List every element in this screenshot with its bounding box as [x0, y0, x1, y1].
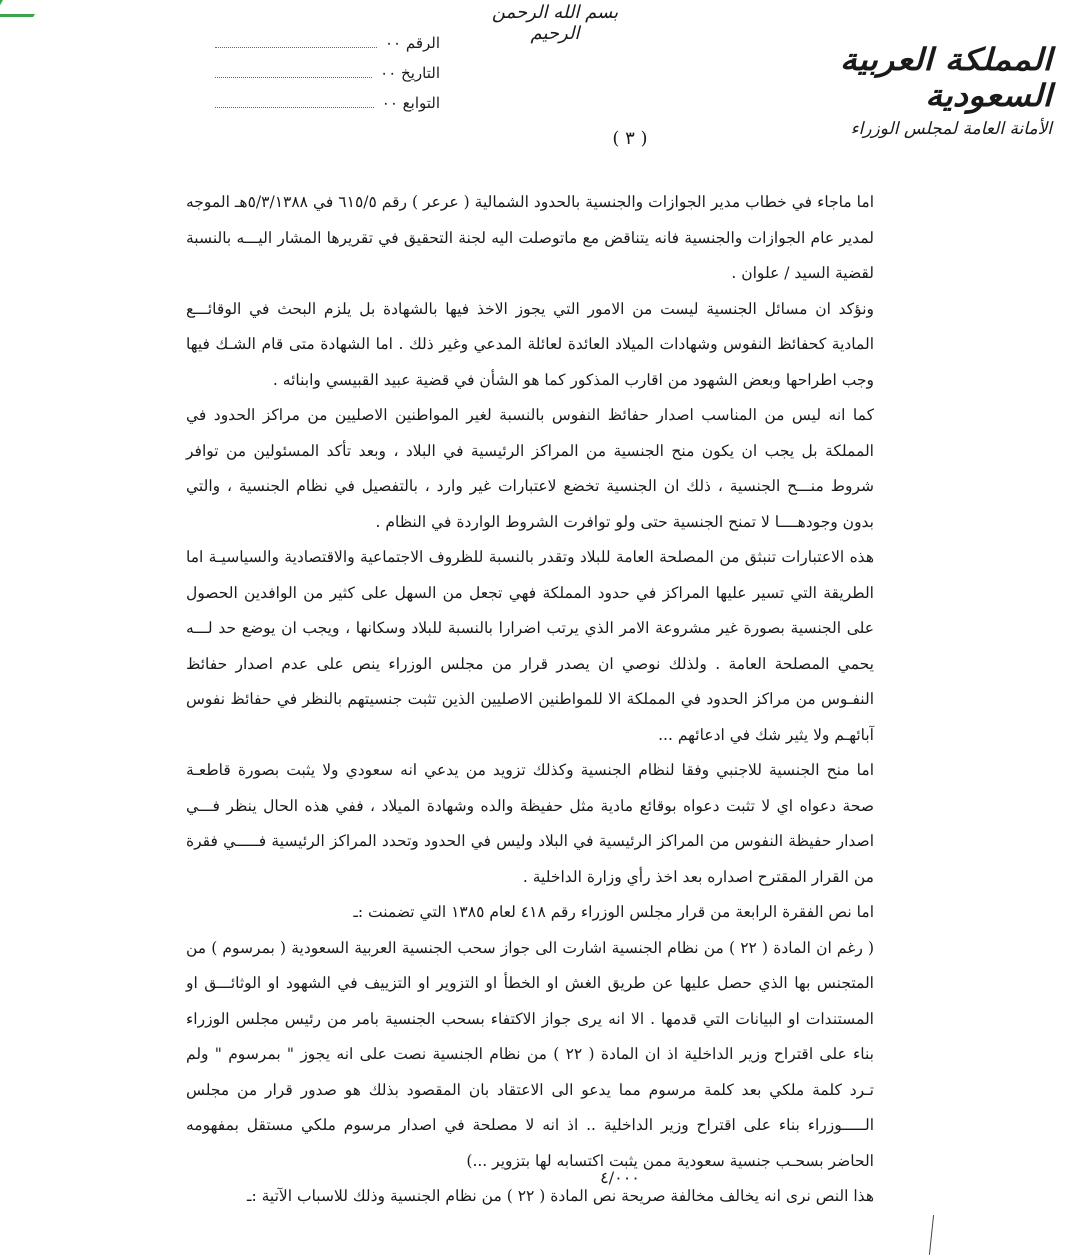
paragraph-8: هذا النص نرى انه يخالف مخالفة صريحة نص المادة ( ٢٢ ) من نظام الجنسية وذلك للاسباب الآتية :ـ [246, 1187, 874, 1205]
kingdom-title: المملكة العربية السعودية [839, 42, 1052, 114]
paragraph-7: ( رغم ان المادة ( ٢٢ ) من نظام الجنسية اشارت الى جواز سحب الجنسية العربية السعودية ( بمرسوم ) من المتجنس بها الذي حصل عليها عن طريق الغش او الخطأ او التزوير او التزييف في الشهود او الوثائـــق او المستندات او البيانات التي قدمها . الا انه يرى جواز الاكتفاء بسحب الجنسية بامر من رئيس مجلس الوزراء بناء على اقتراح وزير الداخلية اذ ان المادة ( ٢٢ ) من نظام الجنسية نصت على انه يجوز " بمرسوم " ولم تـرد كلمة ملكي بعد كلمة مرسوم مما يدعو الى الاعتقاد بان المقصود بذلك هو صدور قرار من مجلس الـــــوزراء بناء على اقتراح وزير الداخلية .. اذ انه لا مصلحة في اصدار مرسوم ملكي مستقل بمفهومه الحاضر بسحـب جنسية سعودية ممن يثبت اكتسابه لها بتزوير ...) [186, 938, 875, 1170]
secretariat-title: الأمانة العامة لمجلس الوزراء [850, 119, 1052, 139]
continuation-number: ٤/٠٠٠ [600, 1168, 640, 1187]
paragraph-5: اما منح الجنسية للاجنبي وفقا لنظام الجنسية وكذلك تزويد من يدعي انه سعودي ولا يثبت بصورة قاطعـة صحة دعواه اي لا تثبت دعواه بوقائع مادية مثل حفيظة والده وشهادة الميلاد ، ففي هذه الحال ينظر فـــي اصدار حفيظة النفوس من المراكز الرئيسية في البلاد وليس في الحدود وتحدد المراكز الرئيسية فـــــي فقرة من القرار المقترح اصداره بعد اخذ رأي وزارة الداخلية . [186, 761, 874, 886]
paragraph-3: كما انه ليس من المناسب اصدار حفائظ النفوس بالنسبة لغير المواطنين الاصليين من مراكز الحدود في المملكة بل يجب ان يكون منح الجنسية من المراكز الرئيسية في البلاد ، وبعد تأكد المسئولين من توافر شروط منـــح الجنسية ، ذلك ان الجنسية تخضع لاعتبارات غير وارد ، بالتفصيل في نظام الجنسية ، والتي بدون وجودهــــا لا تمنح الجنسية حتى ولو توافرت الشروط الواردة في النظام . [186, 406, 874, 531]
ref-date-row [215, 64, 440, 94]
margin-stroke [929, 1215, 936, 1255]
ref-date-line [215, 65, 372, 78]
ref-number-row [215, 34, 440, 64]
green-corner-mark [0, 0, 43, 17]
reference-fields [215, 34, 440, 124]
ref-attachments-label: التوابع ٠٠ [381, 94, 440, 112]
page-number: ( ٣ ) [612, 128, 648, 149]
paragraph-1: اما ماجاء في خطاب مدير الجوازات والجنسية بالحدود الشمالية ( عرعر ) رقم ٦١٥/٥ في ٥/٣/١٣٨٨هـ الموجه لمدير عام الجوازات والجنسية فانه يتناقض مع ماتوصلت اليه لجنة التحقيق في تقريرها المشار اليـــه بالنسبة لقضية السيد / علوان . [186, 193, 874, 282]
ref-attachments-row [215, 94, 440, 124]
paragraph-4: هذه الاعتبارات تنبثق من المصلحة العامة للبلاد وتقدر بالنسبة للظروف الاجتماعية والاقتصادية والسياسيـة اما الطريقة التي تسير عليها المراكز في حدود المملكة فهي تجعل من السهل على كثير من الوافدين الحصول على الجنسية بصورة غير مشروعة الامر الذي يرتب اضرارا بالنسبة للبلاد وسكانها ، ويجب ان يوضع حد لـــه يحمي المصلحة العامة . ولذلك نوصي ان يصدر قرار من مجلس الوزراء ينص على عدم اصدار حفائظ النفـوس من مراكز الحدود في المملكة الا للمواطنين الاصليين الذين تثبت جنسيتهم بالنظر في حفائظ نفوس آبائهـم ولا يثير شك في ادعائهم ... [186, 548, 874, 744]
paragraph-6: اما نص الفقرة الرابعة من قرار مجلس الوزراء رقم ٤١٨ لعام ١٣٨٥ التي تضمنت :ـ [353, 903, 874, 921]
ref-attachments-line [215, 95, 374, 108]
paragraph-2: ونؤكد ان مسائل الجنسية ليست من الامور التي يجوز الاخذ فيها بالشهادة بل يلزم البحث في الوقائـــع المادية كحفائظ النفوس وشهادات الميلاد العائدة لعائلة المدعي وغير ذلك . اما الشهادة متى قام الشـك فيها وجب اطراحها وبعض الشهود من اقارب المذكور كما هو الشأن في قضية عبيد القبيسي وابنائه . [186, 299, 874, 389]
ref-number-label: الرقم ٠٠ [384, 34, 440, 52]
basmala: بسم الله الرحمن الرحيم [491, 2, 619, 44]
letterhead-logo [752, 38, 1052, 140]
ref-number-line [215, 35, 377, 48]
ref-date-label: التاريخ ٠٠ [380, 64, 440, 82]
letter-body [186, 185, 874, 1215]
